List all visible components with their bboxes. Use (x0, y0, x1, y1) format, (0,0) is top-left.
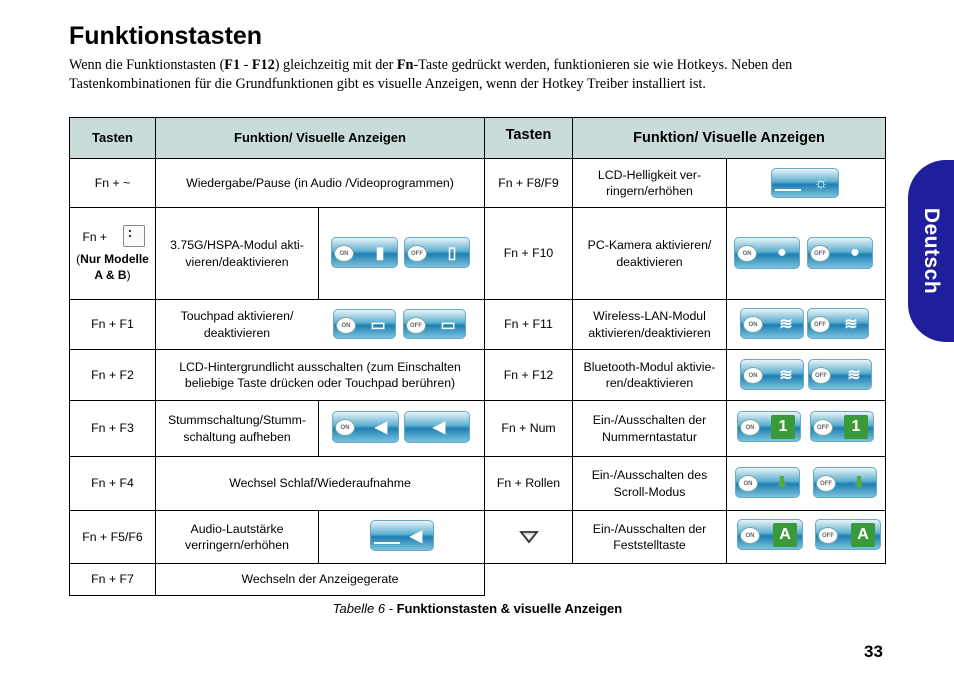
table-row-key: Fn + F3 (91, 421, 134, 436)
bluetooth-off-icon: OFF ≋ (808, 359, 872, 390)
table-row-function: Bluetooth-Modul aktivie- ren/deaktivieren (583, 359, 716, 390)
table-row-function: Wiedergabe/Pause (in Audio /Videoprogrammen) (186, 175, 454, 190)
touchpad-on-icon: ON ▭ (333, 309, 396, 339)
capslock-off-icon: OFF A (815, 519, 881, 550)
table-row-key: Fn + F7 (91, 572, 134, 587)
table-row-key: Fn + F12 (503, 367, 554, 382)
header-funktion-left: Funktion/ Visuelle Anzeigen (156, 118, 484, 158)
volume-bar-icon: ◀ (370, 520, 434, 551)
page-title: Funktionstasten (69, 22, 263, 50)
3g-on-icon: ON ▮ (331, 237, 398, 268)
numlock-off-icon: OFF 1 (810, 411, 874, 442)
bluetooth-on-icon: ON ≋ (740, 359, 804, 390)
table-row-function: Wechsel Schlaf/Wiederaufnahme (229, 476, 411, 491)
table-row-function: Ein-/Ausschalten der Feststelltaste (592, 521, 707, 552)
scroll-on-icon: ON ⬇ (735, 467, 800, 498)
table-row-function: Stummschaltung/Stumm- schaltung aufheben (167, 413, 307, 444)
table-caption: Tabelle 6 - Funktionstasten & visuelle Anzeigen (332, 601, 623, 616)
header-tasten-left: Tasten (70, 118, 155, 158)
speaker-on-icon: ON ◀ (332, 411, 399, 443)
capslock-on-icon: ON A (737, 519, 803, 550)
table-row-key: Fn + F1 (91, 317, 134, 332)
table-row-function: Ein-/Ausschalten des Scroll-Modus (591, 468, 708, 499)
camera-on-icon: ON ● (734, 237, 800, 269)
camera-off-icon: OFF ● (807, 237, 873, 269)
page-number: 33 (864, 642, 883, 661)
table-row-function: Ein-/Ausschalten der Nummerntastatur (592, 413, 707, 444)
speaker-muted-icon: ◀ (404, 411, 470, 443)
language-side-tab: Deutsch (908, 160, 954, 342)
table-row-key: Fn + F10 (503, 246, 554, 261)
intro-paragraph: Wenn die Funktionstasten (F1 - F12) gleichzeitig mit der Fn-Taste gedrückt werden, funktionieren sie wie Hotkeys. Neben den Tastenkombinationen für die Grundfunktionen gibt es visuelle Anzeigen, wenn der Hotkey Treiber installiert ist. (69, 57, 793, 92)
table-row-key: Fn + F11 (504, 317, 553, 332)
table-row-key: Fn + ~ (94, 175, 131, 190)
header-funktion-right: Funktion/ Visuelle Anzeigen (573, 118, 885, 158)
capslock-key-icon (519, 530, 539, 544)
table-row-key: Fn + Num (501, 421, 556, 436)
wlan-off-icon: OFF ≋ (807, 308, 869, 339)
numlock-on-icon: ON 1 (737, 411, 801, 442)
table-row-function: LCD-Helligkeit ver- ringern/erhöhen (597, 167, 702, 198)
table-row-function: 3.75G/HSPA-Modul akti- vieren/deaktivieren (170, 238, 304, 269)
table-row-function: Wireless-LAN-Modul aktivieren/deaktivieren (588, 309, 711, 340)
table-row-function: LCD-Hintergrundlicht ausschalten (zum Einschalten beliebige Taste drücken oder Touchpad berühren) (179, 359, 461, 390)
table-row-function: Audio-Lautstärke verringern/erhöhen (185, 521, 289, 552)
table-row-key: Fn + F4 (91, 476, 134, 491)
capslock-key-cell (485, 511, 572, 563)
table-row-key: Fn + F2 (91, 367, 134, 382)
table-row-function: Wechseln der Anzeigegerate (241, 572, 399, 587)
table-row-key: Fn + F5/F6 (82, 529, 143, 544)
table-row-function: PC-Kamera aktivieren/ deaktivieren (587, 238, 712, 269)
table-row-function: Touchpad aktivieren/ deaktivieren (180, 309, 294, 340)
keyboard-key-icon (123, 225, 145, 247)
touchpad-off-icon: OFF ▭ (403, 309, 466, 339)
3g-off-icon: OFF ▯ (404, 237, 470, 268)
brightness-bar-icon: ☼ (771, 168, 839, 198)
table-row-key: Fn + Rollen (496, 476, 561, 491)
scroll-off-icon: OFF ⬇ (813, 467, 877, 498)
table-row-key: Fn + F8/F9 (498, 175, 559, 190)
wlan-on-icon: ON ≋ (740, 308, 804, 339)
table-row-key: Fn + (Nur Modelle A & B) (70, 208, 155, 299)
header-tasten-right: Tasten (485, 118, 572, 158)
